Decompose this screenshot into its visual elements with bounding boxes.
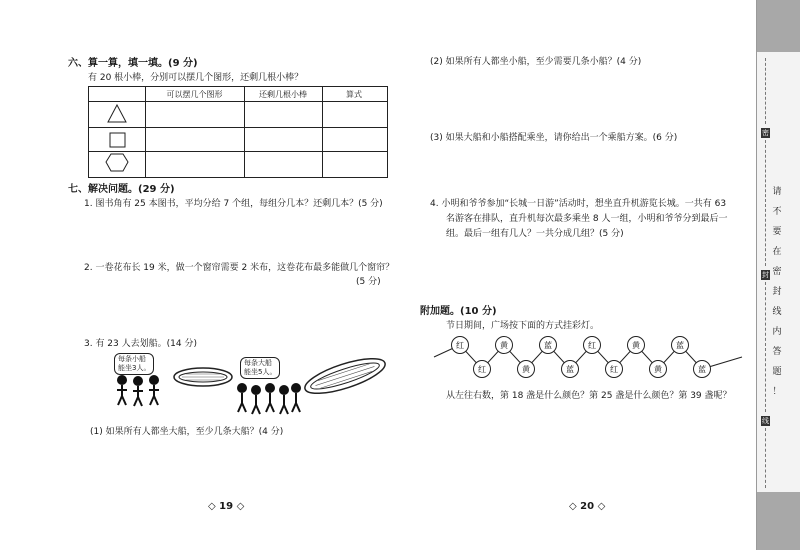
question-3-2: (2) 如果所有人都坐小船，至少需要几条小船？(4 分) xyxy=(430,57,642,67)
margin-cap-top xyxy=(757,0,800,52)
question-1: 1. 图书角有 25 本图书，平均分给 7 个组，每组分几本？还剩几本？(5 分) xyxy=(84,199,383,209)
small-boat-illustration xyxy=(172,362,234,392)
margin-cap-bottom xyxy=(757,492,800,550)
section-7-heading: 七、解决问题。(29 分) xyxy=(68,184,175,195)
lantern-color-label: 黄 xyxy=(654,365,662,374)
notice-char: 封 xyxy=(772,287,782,297)
big-boat-illustration xyxy=(300,352,390,400)
section-6-intro: 有 20 根小棒，分别可以摆几个图形，还剩几根小棒？ xyxy=(88,73,304,83)
question-3: 3. 有 23 人去划船。(14 分) xyxy=(84,339,197,349)
table-header-formula: 算式 xyxy=(346,90,362,99)
question-2-score: (5 分) xyxy=(356,277,381,287)
notice-char: 内 xyxy=(772,327,782,337)
lantern-color-label: 红 xyxy=(456,341,464,350)
section-6-heading: 六、算一算，填一填。(9 分) xyxy=(68,58,198,69)
hexagon-icon xyxy=(106,154,128,171)
notice-char: 题 xyxy=(772,367,782,377)
table-header-count: 可以摆几个图形 xyxy=(166,90,223,99)
speech-bubble-big-boat: 每条大船 能坐5人。 xyxy=(240,357,280,379)
bonus-question: 从左往右数，第 18 盏是什么颜色？第 25 盏是什么颜色？第 39 盏呢？ xyxy=(446,391,732,401)
children-group-big xyxy=(232,380,304,416)
lantern-color-label: 蓝 xyxy=(544,341,552,350)
lantern-color-label: 黄 xyxy=(522,365,530,374)
seal-mark-bottom: 线 xyxy=(762,417,769,425)
children-group-small xyxy=(110,372,170,408)
question-4-line-3: 组。最后一组有几人？一共分成几组？(5 分) xyxy=(446,229,624,239)
lantern-color-label: 红 xyxy=(610,365,618,374)
lantern-color-label: 蓝 xyxy=(566,365,574,374)
question-4-line-1: 4. 小明和爷爷参加“长城一日游”活动时，想坐直升机游览长城。一共有 63 xyxy=(430,199,727,209)
notice-char: 不 xyxy=(772,207,782,217)
notice-char: 线 xyxy=(772,307,782,317)
page-number-right: ◇ 20 ◇ xyxy=(569,501,606,512)
seal-line-notice xyxy=(770,184,784,404)
notice-char: ！ xyxy=(772,387,782,397)
table-header-remaining: 还剩几根小棒 xyxy=(259,90,307,99)
question-3-3: (3) 如果大船和小船搭配乘坐，请你给出一个乘船方案。(6 分) xyxy=(430,133,678,143)
lantern-color-label: 红 xyxy=(588,341,596,350)
question-4-line-2: 名游客在排队，直升机每次最多乘坐 8 人一组，小明和爷爷分到最后一 xyxy=(446,214,728,224)
table-row-shapes xyxy=(89,101,145,177)
lantern-color-label: 红 xyxy=(478,365,486,374)
speech-bubble-small-boat: 每条小船 能坐3人。 xyxy=(114,353,154,375)
lantern-color-label: 蓝 xyxy=(698,365,706,374)
question-2: 2. 一卷花布长 19 米，做一个窗帘需要 2 米布，这卷花布最多能做几个窗帘？ xyxy=(84,263,395,273)
lantern-color-label: 黄 xyxy=(500,341,508,350)
notice-char: 请 xyxy=(772,187,782,197)
lantern-color-label: 蓝 xyxy=(676,341,684,350)
lantern-string xyxy=(432,330,744,384)
notice-char: 在 xyxy=(772,247,782,257)
notice-char: 密 xyxy=(772,267,782,277)
bonus-intro: 节日期间，广场按下面的方式挂彩灯。 xyxy=(446,321,600,331)
triangle-icon xyxy=(108,105,126,122)
bonus-heading: 附加题。(10 分) xyxy=(420,306,497,317)
shapes-table xyxy=(88,86,388,178)
page-number-left: ◇ 19 ◇ xyxy=(208,501,245,512)
seal-mark-middle: 封 xyxy=(762,271,769,279)
notice-char: 要 xyxy=(772,227,782,237)
square-icon xyxy=(110,133,125,147)
notice-char: 答 xyxy=(772,347,782,357)
question-3-1: (1) 如果所有人都坐大船，至少几条大船？(4 分) xyxy=(90,427,284,437)
lantern-color-label: 黄 xyxy=(632,341,640,350)
seal-mark-top: 密 xyxy=(762,129,769,137)
